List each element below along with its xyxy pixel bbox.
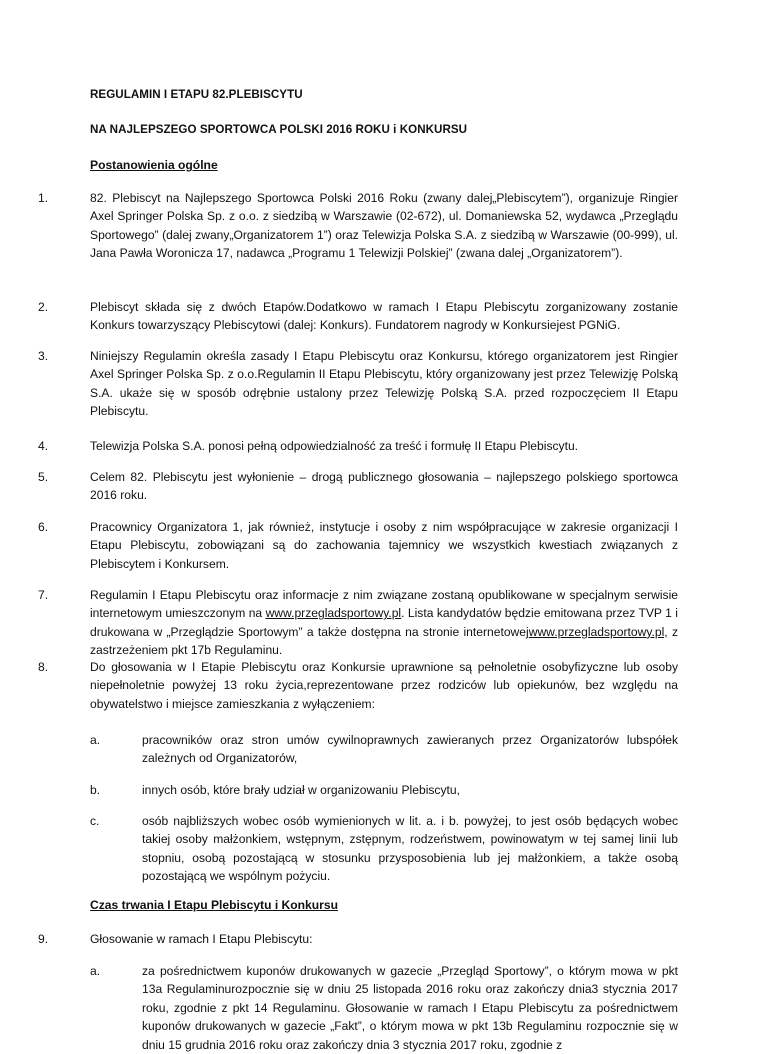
item-text: 82. Plebiscyt na Najlepszego Sportowca Polski 2016 Roku (zwany dalej„Plebiscytem”), organizuje Ringier Axel Springer Polska Sp. z o.o. z siedzibą w Warszawie (02-672), ul. Domaniewska 52, wydawca „Przeglądu Sportowego” (dalej zwany„Organizatorem 1”) oraz Telewizja Polska S.A. z siedzibą w Warszawie (00-999), ul. Jana Pawła Woronicza 17, nadawca „Programu 1 Telewizji Polskiej” (zwana dalej „Organizatorem”). [90,191,678,261]
subitem-text: osób najbliższych wobec osób wymienionych w lit. a. i b. powyżej, to jest osób będących wobec takiej osoby małżonkiem, wstępnym, zstępnym, rodzeństwem, powinowatym w tej samej linii lub stopniu, osobą pozostającą w stosunku przysposobienia lub jej małżonkiem, a także osobą pozostającą we wspólnym pożyciu. [142,814,678,884]
item-number: 7. [38,588,49,602]
item-text-part: Regulamin I Etapu Plebiscytu oraz informacje z nim związane zostaną opublikowane w specjalnym serwisie internetowym umieszczonym na [90,588,678,621]
subitem-letter: a. [90,964,101,978]
document-subtitle: NA NAJLEPSZEGO SPORTOWCA POLSKI 2016 ROKU i KONKURSU [90,123,468,136]
item-number: 4. [38,439,49,453]
item-text-part: . Lista kandydatów będzie emitowana przez TVP 1 i drukowana w „Przeglądzie Sportowym” a także dostępna na stronie internetowej [90,606,678,639]
item-number: 2. [38,300,49,314]
item-text: Głosowanie w ramach I Etapu Plebiscytu: [90,932,313,946]
subitem-text: innych osób, które brały udział w organizowaniu Plebiscytu, [142,783,460,797]
subitem-letter: c. [90,814,100,828]
item-text: Telewizja Polska S.A. ponosi pełną odpowiedzialność za treść i formułę II Etapu Plebiscytu. [90,439,579,453]
website-link[interactable]: www.przegladsportowy.pl, [528,624,668,639]
subitem-text: pracowników oraz stron umów cywilnoprawnych zawieranych przez Organizatorów lubspółek zależnych od Organizatorów, [142,733,678,766]
item-text: Plebiscyt składa się z dwóch Etapów.Dodatkowo w ramach I Etapu Plebiscytu zorganizowany zostanie Konkurs towarzyszący Plebiscytowi (dalej: Konkurs). Fundatorem nagrody w Konkursiejest PGNiG. [90,300,678,333]
item-number: 1. [38,191,49,205]
item-number: 5. [38,470,49,484]
section-heading-general: Postanowienia ogólne [90,158,218,172]
item-text: Do głosowania w I Etapie Plebiscytu oraz Konkursie uprawnione są pełnoletnie osobyfizyczne lub osoby niepełnoletnie powyżej 13 roku życia,reprezentowane przez rodziców lub opiekunów, bez względu na obywatelstwo i miejsce zamieszkania z wyłączeniem: [90,660,678,711]
item-text-part: z zastrzeżeniem pkt 17b Regulaminu. [90,624,678,658]
item-number: 9. [38,932,49,946]
item-number: 6. [38,520,49,534]
section-heading-duration: Czas trwania I Etapu Plebiscytu i Konkursu [90,898,338,912]
document-title: REGULAMIN I ETAPU 82.PLEBISCYTU [90,88,303,101]
item-text: Celem 82. Plebiscytu jest wyłonienie – drogą publicznego głosowania – najlepszego polskiego sportowca 2016 roku. [90,470,678,503]
item-number: 3. [38,349,49,363]
website-link[interactable]: www.przegladsportowy.pl [265,606,402,621]
item-text: Pracownicy Organizatora 1, jak również, instytucje i osoby z nim współpracujące w zakresie organizacji I Etapu Plebiscytu, zobowiązani są do zachowania tajemnicy we wszystkich kwestiach związanych z Plebiscytem i Konkursem. [90,520,678,571]
item-number: 8. [38,660,49,674]
item-text: Niniejszy Regulamin określa zasady I Etapu Plebiscytu oraz Konkursu, którego organizatorem jest Ringier Axel Springer Polska Sp. z o.o.Regulamin II Etapu Plebiscytu, który organizowany jest przez Telewizję Polską S.A. ukaże się w sposób odrębnie ustalony przez Telewizję Polską S.A. przed rozpoczęciem II Etapu Plebiscytu. [90,349,678,419]
item-text [90,586,678,660]
subitem-letter: a. [90,733,101,747]
subitem-letter: b. [90,783,101,797]
subitem-text: za pośrednictwem kuponów drukowanych w gazecie „Przegląd Sportowy”, o którym mowa w pkt 13a Regulaminurozpocznie się w dniu 25 listopada 2016 roku oraz zakończy dnia3 stycznia 2017 roku, zgodnie z pkt 14 Regulaminu. Głosowanie w ramach I Etapu Plebiscytu za pośrednictwem kuponów drukowanych w gazecie „Fakt”, o którym mowa w pkt 13b Regulaminu rozpocznie się w dniu 15 grudnia 2016 roku oraz zakończy dnia 3 stycznia 2017 roku, zgodnie z [142,964,678,1052]
